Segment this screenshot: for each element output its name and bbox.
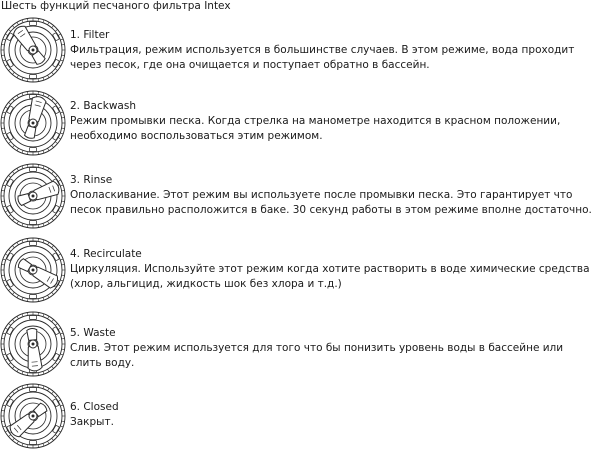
port-marker (30, 148, 37, 152)
port-marker (7, 59, 14, 67)
mode-description: Режим промывки песка. Когда стрелка на манометре находится в красном положении, необходимо воспользоваться этим режимом. (70, 115, 561, 142)
valve-drawing (0, 160, 66, 232)
port-marker (7, 106, 14, 114)
port-marker (30, 75, 37, 79)
port-marker (52, 59, 59, 67)
page-title: Шесть функций песчаного фильтра Intex (1, 0, 231, 12)
mode-item-backwash (0, 87, 600, 159)
valve-handle (12, 24, 48, 67)
port-marker (52, 353, 59, 361)
valve-drawing (0, 380, 66, 452)
port-marker (30, 221, 37, 225)
port-marker (7, 353, 14, 361)
mode-title: 6. Closed (70, 401, 119, 413)
mode-item-filter (0, 14, 600, 86)
valve-handle (25, 328, 43, 372)
valve-filter-icon (0, 14, 66, 86)
port-marker (52, 327, 59, 335)
mode-title: 4. Recirculate (70, 248, 142, 260)
port-marker (52, 205, 59, 213)
port-marker (30, 168, 37, 172)
valve-drawing (0, 308, 66, 380)
mode-description: Слив. Этот режим используется для того что бы понизить уровень воды в бассейне или слить воду. (70, 342, 564, 369)
port-marker (30, 316, 37, 320)
port-marker (30, 242, 37, 246)
port-marker (7, 132, 14, 140)
mode-title: 2. Backwash (70, 100, 136, 112)
port-marker (52, 253, 59, 261)
port-marker (7, 179, 14, 187)
mode-description: Закрыт. (70, 416, 114, 428)
port-marker (30, 388, 37, 392)
port-marker (52, 425, 59, 433)
port-marker (52, 399, 59, 407)
port-marker (7, 33, 14, 41)
port-marker (7, 399, 14, 407)
valve-drawing (0, 234, 66, 306)
valve-drawing (0, 14, 66, 86)
mode-item-recirculate (0, 234, 600, 306)
valve-closed-icon (0, 380, 66, 452)
mode-item-closed (0, 380, 600, 452)
port-marker (52, 33, 59, 41)
port-marker (52, 106, 59, 114)
valve-waste-icon (0, 308, 66, 380)
valve-handle (22, 95, 47, 140)
mode-title: 5. Waste (70, 327, 116, 339)
mode-description: Фильтрация, режим используется в большинстве случаев. В этом режиме, вода проходит через песок, где она очищается и поступает обратно в бассейн. (70, 44, 575, 71)
mode-item-rinse (0, 160, 600, 232)
mode-title: 1. Filter (70, 29, 110, 41)
port-marker (30, 295, 37, 299)
port-marker (7, 253, 14, 261)
port-marker (7, 205, 14, 213)
valve-recirculate-icon (0, 234, 66, 306)
mode-description: Ополаскивание. Этот режим вы используете после промывки песка. Это гарантирует что песок правильно расположится в баке. 30 секунд работы в этом режиме вполне достаточно. (70, 189, 592, 216)
valve-backwash-icon (0, 87, 66, 159)
port-marker (30, 441, 37, 445)
valve-rinse-icon (0, 160, 66, 232)
port-marker (7, 279, 14, 287)
mode-item-waste (0, 308, 600, 380)
mode-description: Циркуляция. Используйте этот режим когда хотите растворить в воде химические средства (хлор, альгицид, жидкость шок без хлора и т.д.) (70, 263, 590, 290)
port-marker (52, 132, 59, 140)
mode-title: 3. Rinse (70, 174, 113, 186)
port-marker (7, 327, 14, 335)
valve-drawing (0, 87, 66, 159)
port-marker (30, 22, 37, 26)
